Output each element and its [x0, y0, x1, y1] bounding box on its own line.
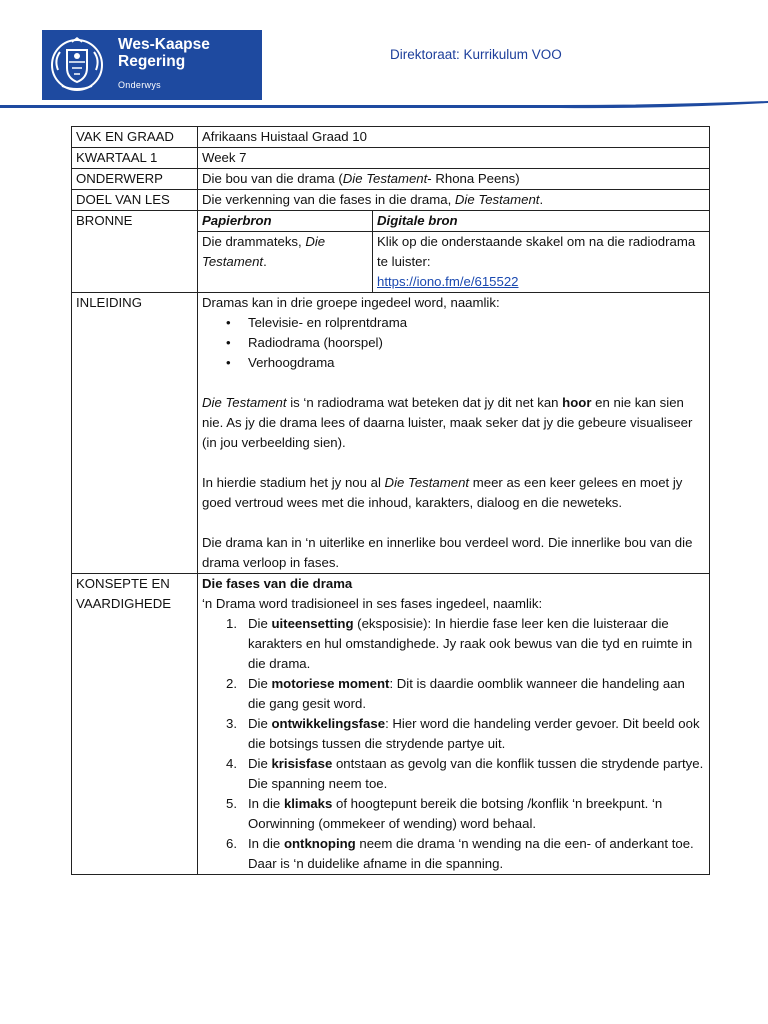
digitale-bron-cell [373, 232, 710, 293]
table-row [72, 190, 710, 211]
value-text: Die bou van die drama ( [202, 171, 343, 186]
papierbron-header-text: Papierbron [202, 213, 272, 228]
row-label: BRONNE [72, 211, 198, 293]
row-value [198, 190, 710, 211]
paragraph-text: meer as een keer gelees en moet jy goed vertroud wees met die inhoud, karakters, dialoog en die neweteks. [202, 475, 683, 510]
phase-number: 2. [226, 676, 237, 691]
table-row [72, 169, 710, 190]
phase-text: of hoogtepunt bereik die botsing /konflik ‘n breekpunt. ‘n Oorwinning (ommekeer of wending) word behaal. [248, 796, 663, 831]
phases-intro: ‘n Drama word tradisioneel in ses fases ingedeel, naamlik: [202, 596, 543, 611]
radiodrama-link[interactable]: https://iono.fm/e/615522 [377, 274, 519, 289]
phases-heading-text: Die fases van die drama [202, 576, 353, 591]
row-label [72, 574, 198, 875]
phase-number: 3. [226, 716, 237, 731]
page-header [0, 0, 768, 120]
phase-term: ontwikkelingsfase [271, 716, 386, 731]
phase-text: neem die drama ‘n wending na die een- of anderkant toe. Daar is ‘n duidelike afname in die spanning. [248, 836, 694, 871]
wes-kaapse-regering-logo [42, 30, 262, 100]
drama-title: Die Testament [342, 171, 428, 186]
drama-title: Die Testament [454, 192, 540, 207]
list-item: • Verhoogdrama [226, 353, 705, 373]
phase-text: Die [248, 676, 272, 691]
phase-term: klimaks [283, 796, 333, 811]
row-label: DOEL VAN LES [72, 190, 198, 211]
inleiding-intro: Dramas kan in drie groepe ingedeel word, naamlik: [202, 295, 500, 310]
phase-text: Die [248, 616, 272, 631]
phase-item [226, 754, 705, 794]
row-value: Week 7 [198, 148, 710, 169]
phase-item [226, 794, 705, 834]
phase-item [226, 614, 705, 674]
phases-list [226, 614, 705, 874]
phase-item [226, 834, 705, 874]
inleiding-paragraph-2 [202, 473, 705, 513]
inleiding-paragraph-3: Die drama kan in ‘n uiterlike en innerlike bou verdeel word. Die innerlike bou van die drama verloop in fases. [202, 535, 693, 570]
phase-number: 6. [226, 836, 237, 851]
value-text: . [263, 254, 267, 269]
phase-text: (eksposisie): In hierdie fase leer ken die luisteraar die karakters en hul omstandighede. Jy raak ook bewus van die tyd en ruimte in die drama. [248, 616, 693, 671]
phase-term: uiteensetting [271, 616, 354, 631]
phase-term: motoriese moment [271, 676, 390, 691]
logo-text-line1: Wes-Kaapse [118, 36, 210, 53]
row-label: ONDERWERP [72, 169, 198, 190]
phase-text: In die [248, 796, 284, 811]
phase-text: ontstaan as gevolg van die konflik tussen die strydende partye. Die spanning neem toe. [248, 756, 704, 791]
row-label: VAK EN GRAAD [72, 127, 198, 148]
phases-heading [202, 574, 705, 594]
table-row [72, 148, 710, 169]
drama-title: Die Testament [202, 395, 287, 410]
inleiding-content [198, 293, 710, 574]
directorate-title: Direktoraat: Kurrikulum VOO [390, 47, 562, 62]
list-item: • Radiodrama (hoorspel) [226, 333, 705, 353]
phase-text: In die [248, 836, 284, 851]
drama-title: Die Testament [384, 475, 470, 490]
emphasis-text: hoor [562, 395, 592, 410]
lesson-plan-table [71, 126, 710, 875]
konsepte-content [198, 574, 710, 875]
row-label: KWARTAAL 1 [72, 148, 198, 169]
digitale-bron-header-text: Digitale bron [377, 213, 458, 228]
papierbron-cell [198, 232, 373, 293]
phase-text: Die [248, 716, 272, 731]
papierbron-header [198, 211, 373, 232]
row-label: INLEIDING [72, 293, 198, 574]
header-divider [0, 101, 768, 111]
phase-number: 5. [226, 796, 237, 811]
value-text: - Rhona Peens) [427, 171, 520, 186]
label-line: KONSEPTE EN [76, 576, 170, 591]
list-item: • Televisie- en rolprentdrama [226, 313, 705, 333]
phase-item [226, 674, 705, 714]
phase-term: krisisfase [271, 756, 333, 771]
phase-term: ontknoping [283, 836, 356, 851]
row-value [198, 169, 710, 190]
table-row [72, 293, 710, 574]
drama-groups-list [226, 313, 705, 373]
inleiding-paragraph-1 [202, 393, 705, 453]
label-line: VAARDIGHEDE [76, 596, 172, 611]
phase-text: : Dit is daardie oomblik wanneer die handeling aan die gang gesit word. [248, 676, 685, 711]
drama-title: Die Testament [202, 234, 326, 269]
value-text: Die drammateks, [202, 234, 306, 249]
paragraph-text: en nie kan sien nie. As jy die drama lees of daarna luister, maak seker dat jy die gebeure visualiseer (in jou verbeelding sien). [202, 395, 693, 450]
phase-item [226, 714, 705, 754]
table-row [72, 211, 710, 232]
value-text: . [539, 192, 544, 207]
value-text: Die verkenning van die fases in die drama, [202, 192, 455, 207]
table-row [72, 127, 710, 148]
logo-text-line2: Regering [118, 53, 186, 70]
logo-text-line3: Onderwys [118, 80, 161, 90]
row-value: Afrikaans Huistaal Graad 10 [198, 127, 710, 148]
digitale-bron-text: Klik op die onderstaande skakel om na die radiodrama te luister: [377, 234, 696, 269]
phase-text: : Hier word die handeling verder gevoer. Dit beeld ook die botsings tussen die strydende partye uit. [248, 716, 700, 751]
phase-number: 4. [226, 756, 237, 771]
digitale-bron-header [373, 211, 710, 232]
phase-number: 1. [226, 616, 237, 631]
coat-of-arms-icon [48, 34, 106, 96]
paragraph-text: is ‘n radiodrama wat beteken dat jy dit net kan [286, 395, 563, 410]
paragraph-text: In hierdie stadium het jy nou al [202, 475, 385, 490]
table-row [72, 574, 710, 875]
phase-text: Die [248, 756, 272, 771]
